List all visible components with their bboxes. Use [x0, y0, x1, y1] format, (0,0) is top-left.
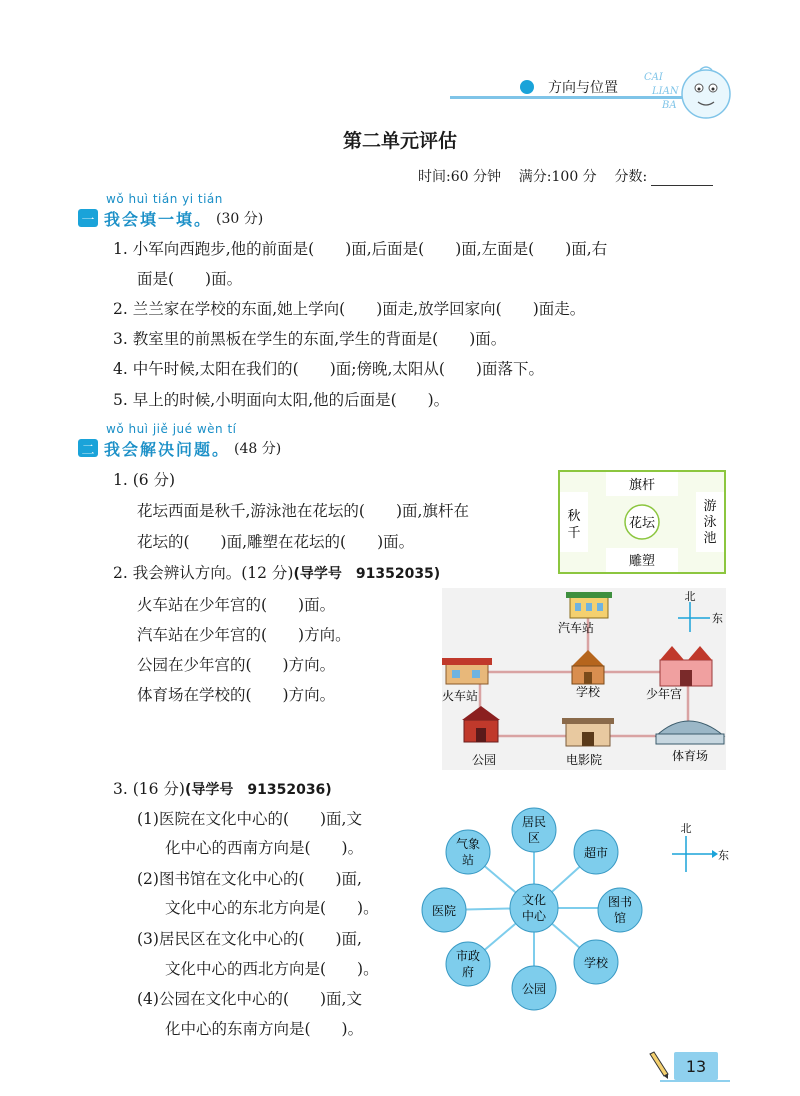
unit-title: 方向与位置 [548, 80, 618, 96]
section2-heading [78, 436, 281, 460]
full-score: 满分:100 分 [518, 169, 597, 185]
section1-score: (30 分) [216, 211, 264, 227]
s2-q3-line-6: 文化中心的西北方向是( )。 [165, 960, 379, 978]
culture-compass [668, 820, 730, 874]
pool-label-3: 池 [703, 531, 717, 546]
s2-q3-daohao: (导学号 91352036) [184, 782, 332, 798]
w-label: 医院 [431, 904, 457, 918]
bus-station-label: 汽车站 [558, 621, 595, 635]
sw-label-1: 市政 [455, 949, 481, 963]
n-label-1: 居民 [521, 815, 547, 829]
swing-label-2: 千 [567, 526, 581, 541]
page-title: 第二单元评估 [342, 130, 457, 152]
page-number: 13 [674, 1052, 718, 1080]
garden-diagram [558, 470, 726, 574]
s2-q1-line-2: 花坛的( )面,雕塑在花坛的( )面。 [137, 533, 415, 551]
s2-q2-line-1: 火车站在少年宫的( )面。 [137, 596, 336, 614]
center-node [510, 884, 558, 932]
section2-badge: 二 [78, 439, 98, 457]
s2-q3-line-7: (4)公园在文化中心的( )面,文 [137, 990, 362, 1008]
s1-question-1: 1. 小军向西跑步,他的前面是( )面,后面是( )面,左面是( )面,右 [113, 240, 608, 258]
nw-label-2: 站 [461, 853, 475, 867]
stadium-label: 体育场 [672, 749, 709, 763]
section1-pinyin: wǒ huì tián yi tián [106, 192, 223, 206]
se-label: 学校 [583, 956, 609, 970]
culture-north-label: 北 [680, 822, 692, 835]
cinema-icon [562, 718, 614, 746]
s2-q3-line-2: 化中心的西南方向是( )。 [165, 839, 364, 857]
s2-q2-head [113, 558, 440, 589]
score-blank [651, 185, 713, 186]
s2-q3-line-8: 化中心的东南方向是( )。 [165, 1020, 364, 1038]
ne-label: 超市 [583, 846, 609, 860]
s2-q3-line-1: (1)医院在文化中心的( )面,文 [137, 810, 362, 828]
culture-east-label: 东 [718, 849, 729, 862]
town-map [442, 588, 726, 770]
train-station-icon [442, 658, 492, 684]
pool-label-1: 游 [703, 499, 717, 514]
train-station-label: 火车站 [442, 689, 479, 703]
section2-pinyin: wǒ huì jiě jué wèn tí [106, 422, 237, 436]
town-north-label: 北 [684, 590, 696, 603]
score-label: 分数: [614, 169, 648, 185]
exam-meta [418, 166, 713, 186]
s1-question-3: 3. 教室里的前黑板在学生的东面,学生的背面是( )面。 [113, 330, 507, 348]
center-label-1: 文化 [521, 893, 547, 907]
swing-label-1: 秋 [567, 509, 581, 524]
e-label-2: 馆 [613, 911, 627, 925]
s2-q2-line-2: 汽车站在少年宫的( )方向。 [137, 626, 351, 644]
center-label-2: 中心 [521, 909, 547, 923]
pool-label-2: 泳 [703, 515, 717, 530]
school-label: 学校 [576, 685, 601, 699]
svg-text:LIAN: LIAN [652, 86, 679, 97]
s2-q2-title: 2. 我会辨认方向。(12 分) [113, 564, 294, 582]
svg-text:BA: BA [662, 100, 677, 111]
s2-q3-head [113, 774, 332, 805]
s2-q3-line-5: (3)居民区在文化中心的( )面, [137, 930, 362, 948]
park-label: 公园 [472, 753, 497, 767]
section1-heading [78, 206, 263, 230]
section1-badge: 一 [78, 209, 98, 227]
s2-q3-title: 3. (16 分) [113, 780, 185, 798]
n-label-2: 区 [527, 831, 541, 845]
footer-rule [660, 1080, 730, 1082]
s2-q3-line-3: (2)图书馆在文化中心的( )面, [137, 870, 362, 888]
sw-label-2: 府 [461, 965, 475, 979]
s1-question-1-cont: 面是( )面。 [137, 270, 243, 288]
s2-q3-line-4: 文化中心的东北方向是( )。 [165, 899, 379, 917]
culture-center-map [420, 802, 650, 1022]
unit-dot-icon [520, 80, 534, 94]
s1-question-2: 2. 兰兰家在学校的东面,她上学向( )面走,放学回家向( )面走。 [113, 300, 586, 318]
flowerbed-label: 花坛 [628, 516, 656, 531]
section2-score: (48 分) [234, 441, 282, 457]
s-label: 公园 [521, 982, 547, 996]
youth-palace-label: 少年宫 [646, 687, 683, 701]
s2-q1-head: 1. (6 分) [113, 471, 176, 489]
s2-q2-line-3: 公园在少年宫的( )方向。 [137, 656, 336, 674]
section1-title: 我会填一填。 [104, 209, 213, 229]
nw-label-1: 气象 [455, 837, 481, 851]
section2-title: 我会解决问题。 [104, 439, 231, 459]
s1-question-5: 5. 早上的时候,小明面向太阳,他的后面是( )。 [113, 391, 450, 409]
svg-text:CAI: CAI [644, 72, 663, 83]
s1-question-4: 4. 中午时候,太阳在我们的( )面;傍晚,太阳从( )面落下。 [113, 360, 544, 378]
cailianba-logo [636, 62, 732, 124]
flagpole-label: 旗杆 [628, 478, 656, 493]
bus-station-icon [566, 592, 612, 618]
sculpture-label: 雕塑 [628, 554, 656, 569]
e-label-1: 图书 [607, 895, 633, 909]
time-limit: 时间:60 分钟 [418, 169, 501, 185]
s2-q1-line-1: 花坛西面是秋千,游泳池在花坛的( )面,旗杆在 [137, 502, 469, 520]
cinema-label: 电影院 [566, 753, 603, 767]
pencil-icon [646, 1050, 672, 1080]
town-east-label: 东 [712, 612, 723, 625]
s2-q2-line-4: 体育场在学校的( )方向。 [137, 686, 336, 704]
s2-q2-daohao: (导学号 91352035) [293, 566, 441, 582]
